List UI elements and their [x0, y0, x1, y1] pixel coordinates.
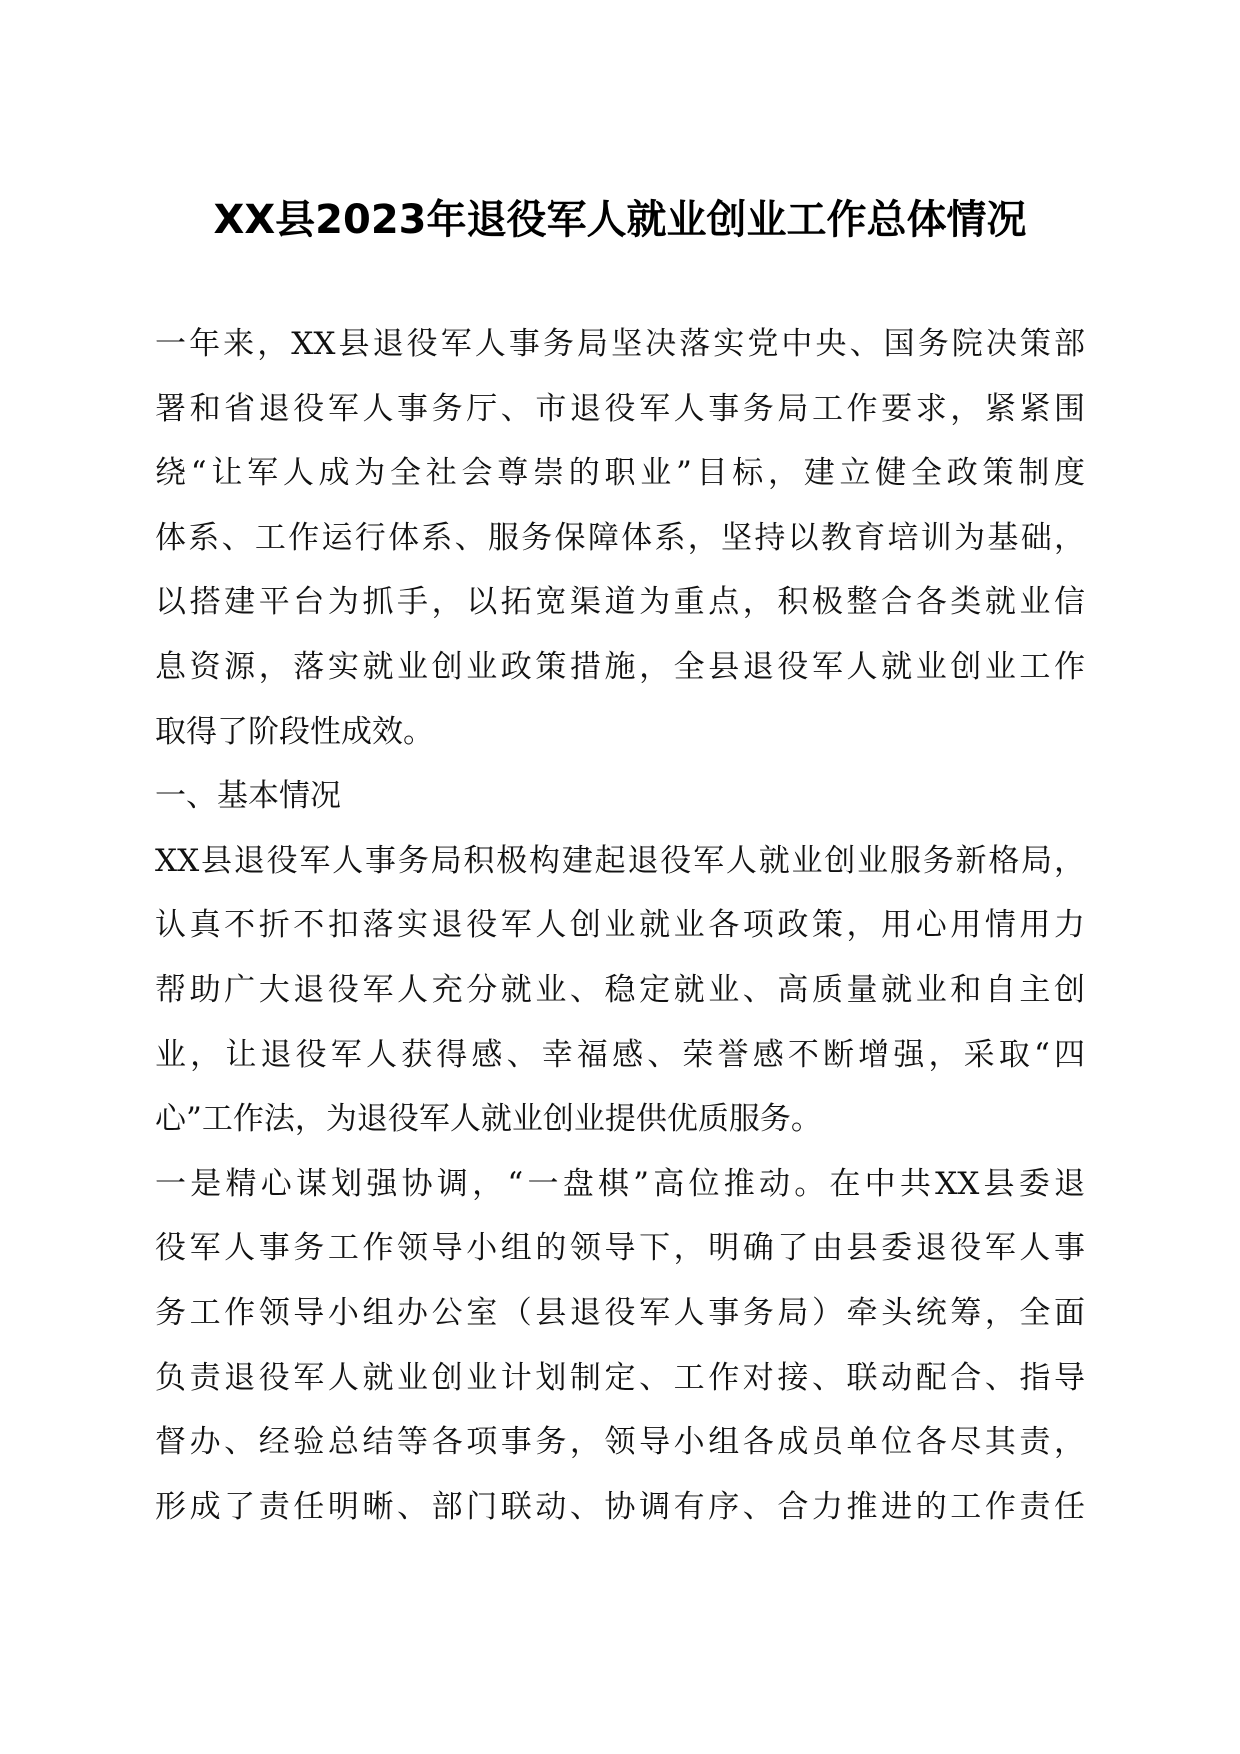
- text-line: 认真不折不扣落实退役军人创业就业各项政策，用心用情用力: [155, 907, 1085, 944]
- text-line: 一是精心谋划强协调，“一盘棋”高位推动。在中共XX县委退: [155, 1165, 1085, 1202]
- text-line: 业，让退役军人获得感、幸福感、荣誉感不断增强，采取“四: [155, 1036, 1085, 1073]
- text-line: 务工作领导小组办公室（县退役军人事务局）牵头统筹，全面: [155, 1294, 1085, 1331]
- text-line: 督办、经验总结等各项事务，领导小组各成员单位各尽其责，: [155, 1424, 1085, 1461]
- section-heading: 一、基本情况: [155, 778, 341, 815]
- text-line: 心”工作法，为退役军人就业创业提供优质服务。: [155, 1101, 822, 1138]
- document-body: [155, 312, 1085, 1539]
- text-line: 以搭建平台为抓手，以拓宽渠道为重点，积极整合各类就业信: [155, 584, 1085, 621]
- text-line: 署和省退役军人事务厅、市退役军人事务局工作要求，紧紧围: [155, 390, 1085, 427]
- text-line: 一年来，XX县退役军人事务局坚决落实党中央、国务院决策部: [155, 326, 1085, 362]
- text-line: XX县退役军人事务局积极构建起退役军人就业创业服务新格局，: [155, 842, 1085, 879]
- document-title: XX县2023年退役军人就业创业工作总体情况: [213, 197, 1027, 243]
- text-line: 绕“让军人成为全社会尊崇的职业”目标，建立健全政策制度: [155, 455, 1085, 492]
- text-line: 役军人事务工作领导小组的领导下，明确了由县委退役军人事: [155, 1230, 1085, 1267]
- text-line: 息资源，落实就业创业政策措施，全县退役军人就业创业工作: [155, 648, 1085, 685]
- text-line: 帮助广大退役军人充分就业、稳定就业、高质量就业和自主创: [155, 971, 1085, 1008]
- text-line: 取得了阶段性成效。: [155, 713, 434, 750]
- text-line: 体系、工作运行体系、服务保障体系，坚持以教育培训为基础，: [155, 519, 1085, 556]
- text-line: 负责退役军人就业创业计划制定、工作对接、联动配合、指导: [155, 1359, 1085, 1396]
- text-line: 形成了责任明晰、部门联动、协调有序、合力推进的工作责任: [155, 1488, 1085, 1525]
